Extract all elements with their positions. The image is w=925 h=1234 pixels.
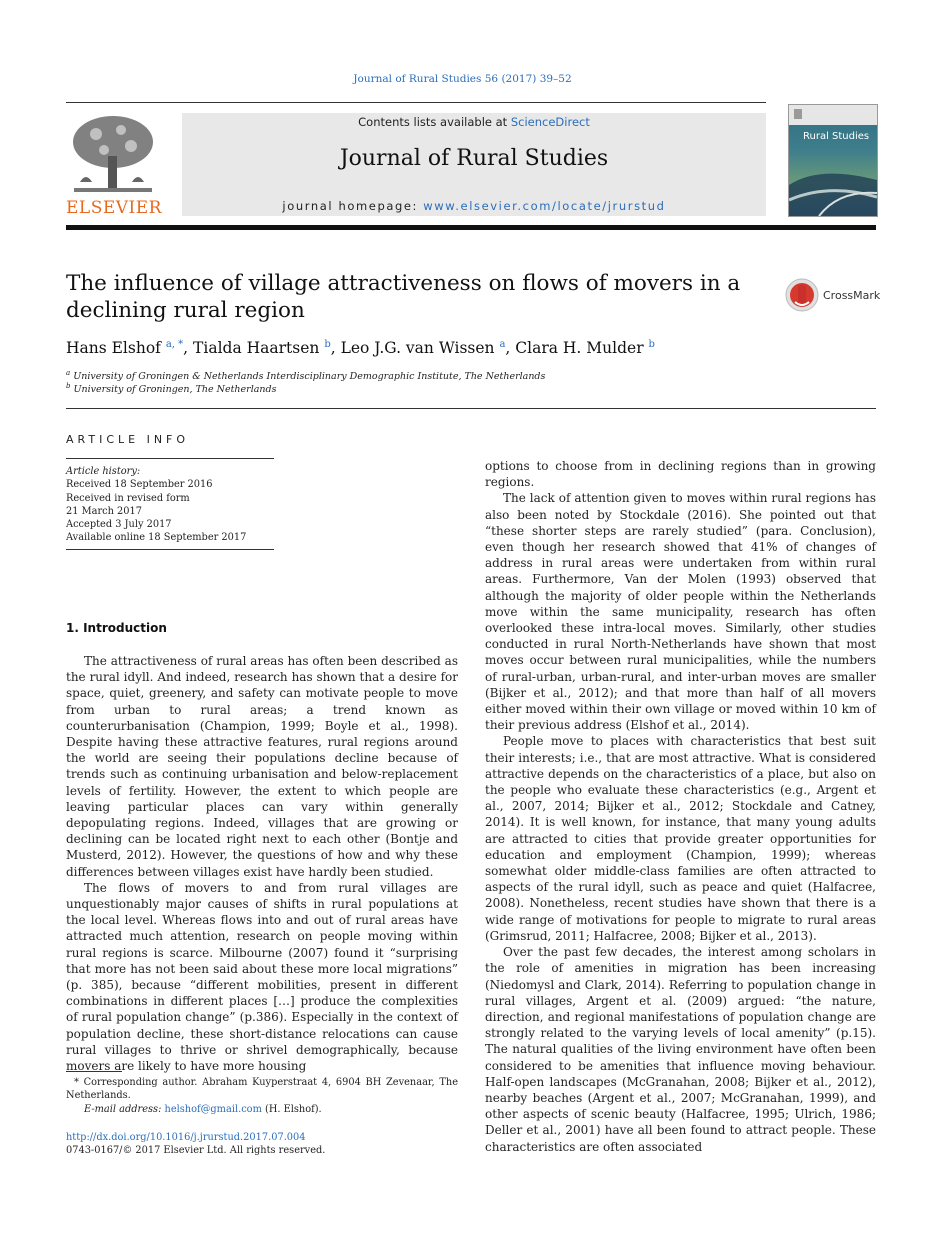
history-line: Received 18 September 2016: [66, 479, 213, 491]
body-paragraph: Over the past few decades, the interest among scholars in the role of amenities in migration has been increasing (Niedomysl and Clark, 2014). Referring to population change in rural villages, Argent et al. (2009) argued: “the nature, direction, and regional manifestations of population change are strongly related to the varying levels of local amenity” (p.15). The natural qualities of the living environment have often been considered to be amenities that influence moving behaviour. Half-open landscapes (McGranahan, 2008; Bijker et al., 2012), nearby beaches (Argent et al., 2007; McGranahan, 1999), and other aspects of scenic beauty (Halfacree, 1995; Ulrich, 1986; Deller et al., 2001) have all been found to attract people. These characteristics are often associated: [485, 945, 876, 1154]
author-name: Leo J.G. van Wissen: [340, 339, 495, 358]
history-line: Available online 18 September 2017: [66, 532, 247, 544]
author-name: Clara H. Mulder: [515, 339, 644, 358]
author-name: Tialda Haartsen: [193, 339, 320, 358]
author-affiliation-mark[interactable]: a: [499, 339, 506, 350]
history-label: Article history:: [66, 466, 141, 477]
homepage-link[interactable]: www.elsevier.com/locate/jrurstud: [423, 199, 666, 213]
body-paragraph: The flows of movers to and from rural villages are unquestionably major causes of shifts in rural populations at the local level. Whereas flows into and out of rural areas have attracted much attention, research on people moving within rural regions is scarce. Milbourne (2007) found it “surprising that more has not been said about these more local migrations” (p. 385), because “different mobilities, present in different combinations in different places […] produce the complexities of rural population change” (p.386). Especially in the context of population decline, these short-distance relocations can cause rural villages to thrive or shrivel demographically, because movers are likely to have more housing: [66, 880, 458, 1074]
history-line: Received in revised form: [66, 492, 190, 504]
title-bottom-rule: [66, 408, 876, 409]
body-paragraph: options to choose from in declining regions than in growing regions.: [485, 459, 876, 490]
body-paragraph: People move to places with characteristics that best suit their interests; i.e., that are most attractive. What is considered attractive depends on the characteristics of a place, but also on the people who evaluate these characteristics (e.g., Argent et al., 2007, 2014; Bijker et al., 2012; Stockdale and Catney, 2014). It is well known, for instance, that many young adults are attracted to cities that provide greater opportunities for education and employment (Champion, 1999); whereas somewhat older middle-class families are often attracted to aspects of the rural idyll, such as peace and quiet (Halfacree, 2008). Nonetheless, recent studies have shown that there is a wide range of motivations for people to migrate to rural areas (Grimsrud, 2011; Halfacree, 2008; Bijker et al., 2013).: [485, 734, 876, 943]
copyright-line: 0743-0167/© 2017 Elsevier Ltd. All rights reserved.: [66, 1145, 326, 1157]
footnote-rule: [66, 1071, 122, 1072]
affiliation-mark: b: [66, 382, 71, 390]
author-affiliation-mark[interactable]: b: [648, 339, 655, 350]
right-column: [485, 458, 876, 1155]
email-label: E-mail address:: [84, 1103, 162, 1115]
article-info-bottom-rule: [66, 549, 274, 550]
header-rule: [66, 102, 766, 103]
author-name: Hans Elshof: [66, 339, 161, 358]
elsevier-tree-logo: [66, 112, 160, 196]
affiliation-text: University of Groningen, The Netherlands: [73, 384, 277, 396]
author-affiliation-mark[interactable]: b: [324, 339, 331, 350]
article-info-rule: [66, 458, 274, 459]
article-history: [66, 465, 276, 545]
cover-title: Rural Studies: [803, 131, 870, 142]
affiliation-mark: a: [66, 369, 71, 377]
contents-line: [182, 115, 766, 129]
homepage-line: [182, 199, 766, 213]
doi-link[interactable]: http://dx.doi.org/10.1016/j.jrurstud.2017.07.004: [66, 1132, 306, 1143]
footnote-mark: *: [74, 1077, 79, 1088]
doi-block: [66, 1131, 325, 1158]
crossmark-icon[interactable]: [785, 278, 819, 312]
journal-citation[interactable]: Journal of Rural Studies 56 (2017) 39–52: [353, 73, 572, 85]
affiliation-b: [66, 382, 276, 395]
corresponding-author-footnote: [66, 1076, 458, 1116]
author-list: Hans Elshof $^{a, *}$, Tialda Haartsen $^b$, Leo J.G. van Wissen $^a$, Clara H. Mulder $^b$: [66, 339, 655, 358]
contents-prefix: Contents lists available at: [358, 115, 511, 129]
sciencedirect-link[interactable]: ScienceDirect: [510, 115, 590, 129]
history-line: Accepted 3 July 2017: [66, 519, 172, 531]
history-line: 21 March 2017: [66, 505, 142, 517]
crossmark-label[interactable]: CrossMark: [823, 289, 881, 302]
left-column: [66, 653, 458, 1074]
email-link[interactable]: helshof@gmail.com: [164, 1103, 262, 1115]
footnote-text: Corresponding author. Abraham Kuyperstraat 4, 6904 BH Zevenaar, The Netherlands.: [66, 1077, 458, 1102]
author-affiliation-mark[interactable]: a, *: [165, 339, 184, 350]
section-heading: 1. Introduction: [66, 621, 167, 635]
article-info-heading: ARTICLE INFO: [66, 433, 190, 446]
journal-title: Journal of Rural Studies: [339, 146, 609, 171]
affiliation-a: [66, 369, 545, 382]
header-thick-rule: [66, 225, 876, 230]
body-paragraph: The lack of attention given to moves within rural regions has also been noted by Stockdale (2016). She pointed out that “these shorter steps are rarely studied” (para. Conclusion), even though her research showed that 41% of changes of address in rural areas were undertaken from within rural areas. Furthermore, Van der Molen (1993) observed that although the majority of older people within the Netherlands move within the same municipality, research has often overlooked these intra-local moves. Similarly, other studies conducted in rural North-Netherlands have shown that most moves occur between rural municipalities, while the numbers of rural-urban, urban-rural, and inter-urban moves are smaller (Bijker et al., 2012); and that more than half of all movers either moved within their own village or moved within 10 km of their previous address (Elshof et al., 2014).: [485, 491, 876, 733]
homepage-prefix: journal homepage:: [282, 199, 424, 213]
body-paragraph: The attractiveness of rural areas has often been described as the rural idyll. And indeed, research has shown that a desire for space, quiet, greenery, and safety can motivate people to move from urban to rural areas; a trend known as counterurbanisation (Champion, 1999; Boyle et al., 1998). Despite having these attractive features, rural regions around the world are seeing their populations decline because of trends such as continuing urbanisation and below-replacement levels of fertility. However, the extent to which people are leaving particular places can vary within generally depopulating regions. Indeed, villages that are growing or declining can be located right next to each other (Bontje and Musterd, 2012). However, the questions of how and why these differences between villages exist have hardly been studied.: [66, 654, 458, 879]
journal-cover[interactable]: [788, 104, 878, 217]
affiliation-text: University of Groningen & Netherlands Interdisciplinary Demographic Institute, The Netherlands: [73, 371, 546, 383]
email-suffix: (H. Elshof).: [265, 1103, 322, 1115]
article-title: The influence of village attractiveness on flows of movers in a declining rural region: [66, 271, 741, 323]
elsevier-wordmark: ELSEVIER: [66, 198, 162, 218]
